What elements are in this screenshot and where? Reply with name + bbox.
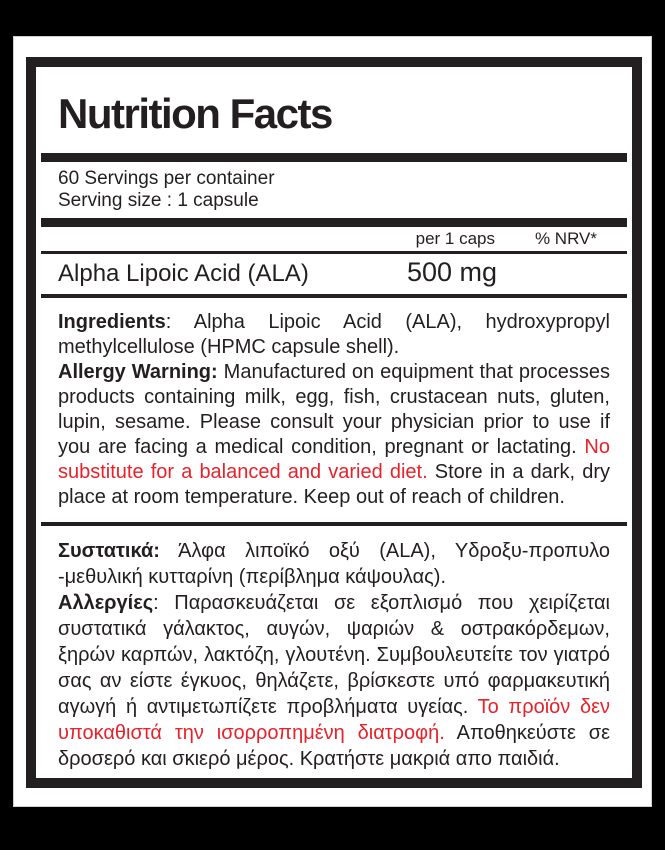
greek-allergy-label: Αλλεργίες [58, 592, 154, 614]
ingredients-label: Ingredients [58, 311, 166, 333]
servings-per-container: 60 Servings per container [58, 168, 275, 189]
allergy-text-before: Manufactured on equipment that processes products containing milk, egg, fish, crustacean nuts, gluten, lupin, sesame. Please consult your physician prior to use if you are facing a medical condition, pregnant or lactating. [58, 361, 610, 458]
greek-allergy-text-red: Το προϊόν δεν υποκαθιστά την ισορροπημένη διατροφή. [58, 696, 610, 744]
greek-text-section [58, 538, 610, 772]
english-text-section [58, 310, 610, 510]
serving-info [41, 162, 627, 218]
label-content [36, 67, 632, 778]
greek-ingredients-text: Άλφα λιποϊκό οξύ (ALA), Υδροξυ-προπυλο -μεθυλική κυτταρίνη (περίβλημα κάψουλας). [58, 540, 610, 588]
columns-header-row [41, 227, 627, 251]
greek-ingredients-paragraph [58, 538, 610, 590]
language-divider [41, 522, 627, 526]
nutrient-amount: 500 mg [406, 257, 497, 287]
label-border-frame [26, 57, 642, 788]
allergy-label: Allergy Warning: [58, 361, 218, 383]
greek-allergy-colon: : [153, 592, 175, 614]
nutrient-name: Alpha Lipoic Acid (ALA) [58, 260, 309, 287]
thick-separator-top [41, 153, 627, 162]
ingredients-colon: : [165, 311, 194, 333]
column-header-per-caps: per 1 caps [415, 229, 495, 248]
greek-allergy-text-before: Παρασκευάζεται σε εξοπλισμό που χειρίζεται συστατικά γάλακτος, αυγών, ψαριών & οστρακόρδεμων, ξηρών καρπών, λακτόζη, γλουτένη. Συμβουλευτείτε τον γιατρό σας αν είστε έγκυος, θηλάζετε, βρίσκεστε υπό φαρμακευτική αγωγή ή αντιμετωπίζετε προβλήματα υγείας. [58, 592, 610, 718]
nutrient-row [41, 254, 627, 294]
column-header-nrv: % NRV* [534, 229, 597, 248]
allergy-paragraph [58, 360, 610, 510]
greek-ingredients-label: Συστατικά: [58, 540, 160, 562]
allergy-text-after: Store in a dark, dry place at room temperature. Keep out of reach of children. [58, 461, 610, 508]
thick-separator-serving [41, 218, 627, 227]
serving-size: Serving size : 1 capsule [58, 190, 259, 211]
allergy-text-red: No substitute for a balanced and varied diet. [58, 436, 610, 483]
greek-allergy-text-after: Αποθηκεύστε σε δροσερό και σκιερό μέρος. Κρατήστε μακριά απο παιδιά. [58, 722, 611, 770]
separator-nutrient-bottom [41, 294, 627, 298]
label-title: Nutrition Facts [58, 90, 332, 137]
ingredients-text: Alpha Lipoic Acid (ALA), hydroxypropyl methylcellulose (HPMC capsule shell). [58, 311, 611, 358]
greek-allergy-paragraph [58, 590, 610, 772]
label-paper [14, 37, 651, 806]
ingredients-paragraph [58, 310, 610, 360]
